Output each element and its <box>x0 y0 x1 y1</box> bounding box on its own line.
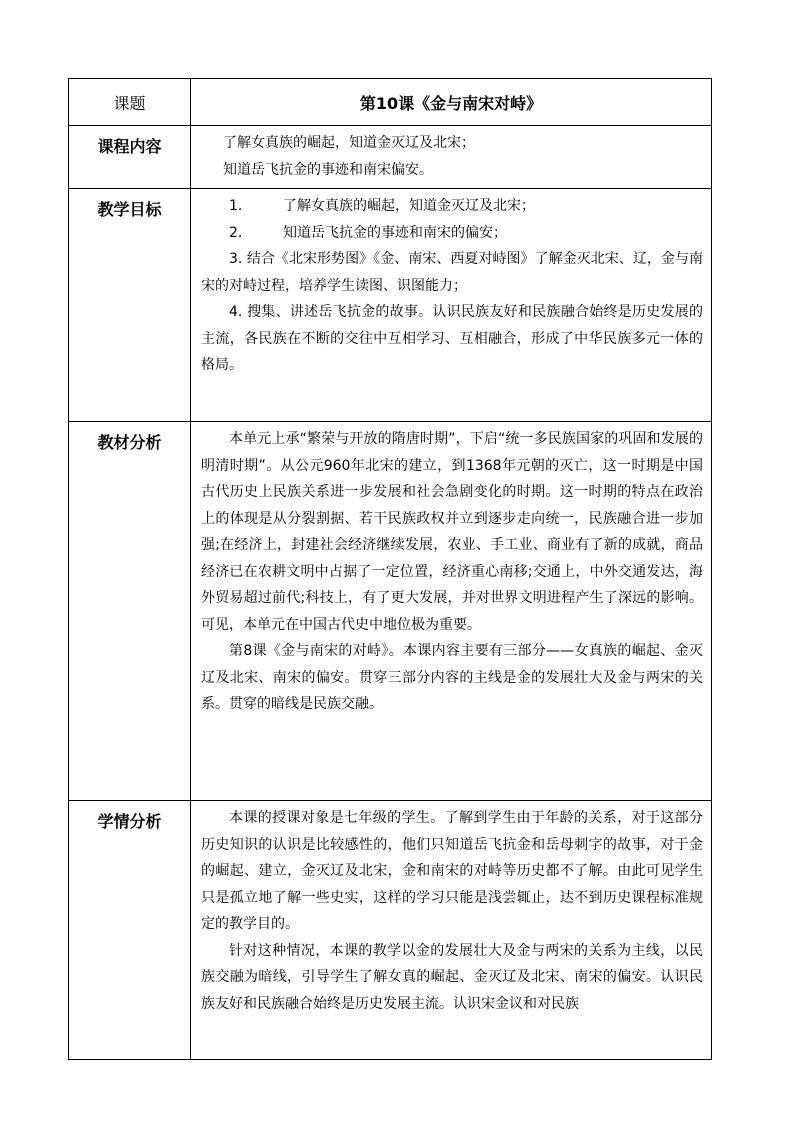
material-analysis-row <box>69 422 712 801</box>
goal-paragraph: 4. 搜集、讲述岳飞抗金的故事。认识民族友好和民族融合始终是历史发展的主流，各民族在不断的交往中互相学习、互相融合，形成了中华民族多元一体的格局。 <box>201 304 703 373</box>
analysis-paragraph: 第8课《金与南宋的对峙》。本课内容主要有三部分——女真族的崛起、金灭辽及北宋、南宋的偏安。贯穿三部分内容的主线是金的发展壮大及金与两宋的关系。贯穿的暗线是民族交融。 <box>201 643 703 712</box>
student-paragraph: 针对这种情况，本课的教学以金的发展壮大及金与两宋的关系为主线，以民族交融为暗线，引导学生了解女真的崛起、金灭辽及北宋、南宋的偏安。认识民族友好和民族融合始终是历史发展主流。认识宋金议和对民族 <box>201 942 703 1012</box>
teaching-goals-label: 教学目标 <box>69 189 191 422</box>
student-analysis-cell <box>191 801 712 1060</box>
course-content-label: 课程内容 <box>69 126 191 189</box>
teaching-goals-cell <box>191 189 712 422</box>
course-content-row <box>69 126 712 189</box>
material-analysis-label: 教材分析 <box>69 422 191 801</box>
student-analysis-row <box>69 801 712 1060</box>
course-content-line: 了解女真族的崛起，知道金灭辽及北宋； <box>223 135 475 151</box>
course-content-cell <box>191 126 712 189</box>
goal-number: 1. <box>229 198 243 214</box>
lesson-plan-table <box>68 78 712 1060</box>
lesson-title: 第10课《金与南宋对峙》 <box>191 79 712 126</box>
topic-label: 课题 <box>69 79 191 126</box>
material-analysis-cell <box>191 422 712 801</box>
teaching-goals-row <box>69 189 712 422</box>
analysis-paragraph: 本单元上承“繁荣与开放的隋唐时期”，下启“统一多民族国家的巩固和发展的明清时期”。从公元960年北宋的建立，到1368年元朝的灭亡，这一时期是中国古代历史上民族关系进一步发展和社会急剧变化的时期。这一时期的特点在政治上的体现是从分裂割据、若干民族政权并立到逐步走向统一，民族融合进一步加强;在经济上，封建社会经济继续发展，农业、手工业、商业有了新的成就，商品经济已在农耕文明中占据了一定位置，经济重心南移;交通上，中外交通发达，海外贸易超过前代;科技上，有了更大发展，并对世界文明进程产生了深远的影响。可见，本单元在中国古代史中地位极为重要。 <box>201 431 703 633</box>
goal-item <box>201 220 703 247</box>
goal-number: 2. <box>229 224 243 241</box>
course-content-line: 知道岳飞抗金的事迹和南宋偏安。 <box>223 161 433 178</box>
goal-paragraph: 3. 结合《北宋形势图》《金、南宋、西夏对峙图》了解金灭北宋、辽，金与南宋的对峙过程，培养学生读图、识图能力； <box>201 251 703 294</box>
goal-text: 了解女真族的崛起，知道金灭辽及北宋； <box>283 198 535 214</box>
student-paragraph: 本课的授课对象是七年级的学生。了解到学生由于年龄的关系，对于这部分历史知识的认识是比较感性的，他们只知道岳飞抗金和岳母刺字的故事，对于金的崛起、建立，金灭辽及北宋，金和南宋的对峙等历史都不了解。由此可见学生只是孤立地了解一些史实，这样的学习只能是浅尝辄止，达不到历史课程标准规定的教学目的。 <box>201 810 703 932</box>
student-analysis-label: 学情分析 <box>69 801 191 1060</box>
goal-text: 知道岳飞抗金的事迹和南宋的偏安； <box>283 224 507 241</box>
goal-item <box>201 193 703 220</box>
header-row <box>69 79 712 126</box>
